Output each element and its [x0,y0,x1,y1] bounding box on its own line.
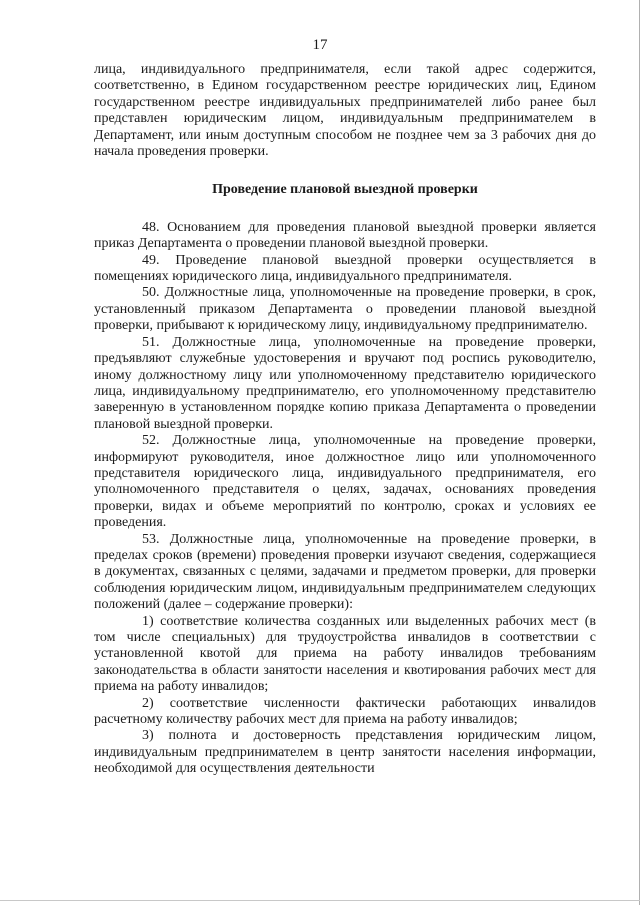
paragraph-53: 53. Должностные лица, уполномоченные на проведение проверки, в пределах сроков (времени) проведения проверки изучают сведения, содержащиеся в документах, связанных с целями, задачами и предметом проверки, для проверки соблюдения юридическим лицом, индивидуальным предпринимателем следующих положений (далее – содержание проверки): [94,531,596,613]
paragraph-52: 52. Должностные лица, уполномоченные на проведение проверки, информируют руководителя, иное должностное лицо или уполномоченного представителя юридического лица, индивидуального предпринимателя, его уполномоченного представителя о целях, задачах, основаниях проведения проверки, видах и объеме мероприятий по контролю, сроках и условиях ее проведения. [94,433,596,531]
document-body [94,62,596,778]
section-heading: Проведение плановой выездной проверки [212,182,478,198]
intro-paragraph: лица, индивидуального предпринимателя, если такой адрес содержится, соответственно, в Едином государственном реестре юридических лиц, Едином государственном реестре индивидуальных предпринимателей либо ранее был представлен юридическим лицом, индивидуальным предпринимателем в Департамент, или иным доступным способом не позднее чем за 3 рабочих дня до начала проведения проверки. [94,62,596,160]
paragraph-50: 50. Должностные лица, уполномоченные на проведение проверки, в срок, установленный приказом Департамента о проведении плановой выездной проверки, прибывают к юридическому лицу, индивидуальному предпринимателю. [94,285,596,334]
list-item-1: 1) соответствие количества созданных или выделенных рабочих мест (в том числе специальных) для трудоустройства инвалидов в соответствии с установленной квотой для приема на работу инвалидов требованиям законодательства в области занятости населения и квотирования рабочих мест для приема на работу инвалидов; [94,613,596,695]
paragraph-49: 49. Проведение плановой выездной проверки осуществляется в помещениях юридического лица, индивидуального предпринимателя. [94,252,596,285]
scan-bottom-edge [0,900,640,901]
list-item-3: 3) полнота и достоверность представления юридическим лицом, индивидуальным предпринимателем в центр занятости населения информации, необходимой для осуществления деятельности [94,728,596,777]
paragraph-51: 51. Должностные лица, уполномоченные на проведение проверки, предъявляют служебные удостоверения и вручают под роспись руководителю, иному должностному лицу или уполномоченному представителю юридического лица, индивидуальному предпринимателю, его уполномоченному представителю заверенную в установленном порядке копию приказа Департамента о проведении плановой выездной проверки. [94,334,596,432]
list-item-2: 2) соответствие численности фактически работающих инвалидов расчетному количеству рабочих мест для приема на работу инвалидов; [94,695,596,728]
page-number: 17 [312,37,328,53]
paragraph-48: 48. Основанием для проведения плановой выездной проверки является приказ Департамента о проведении плановой выездной проверки. [94,219,596,252]
